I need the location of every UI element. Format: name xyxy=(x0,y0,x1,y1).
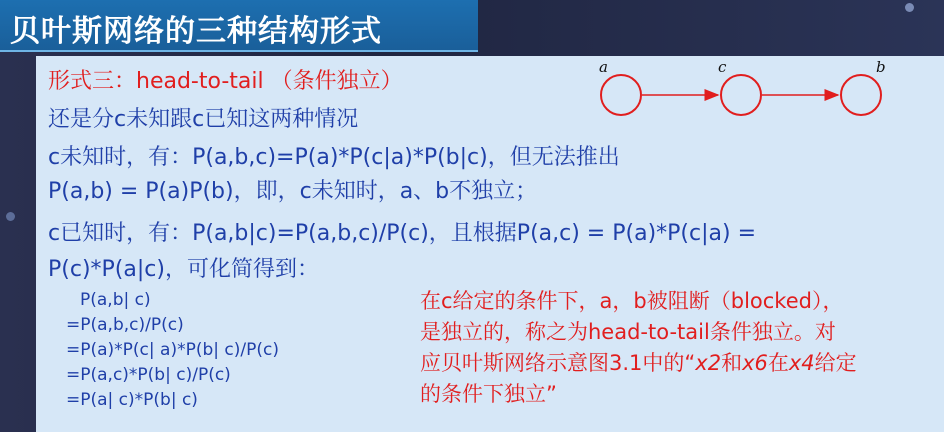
note-line-3: 应贝叶斯网络示意图3.1中的“x2和x6在x4给定 xyxy=(420,351,857,375)
slide-title: 贝叶斯网络的三种结构形式 xyxy=(10,14,382,49)
node-a xyxy=(601,75,641,115)
node-b xyxy=(841,75,881,115)
derivation-step-2: =P(a,b,c)/P(c) xyxy=(66,315,184,335)
label-c: c xyxy=(718,58,727,76)
head-to-tail-graph xyxy=(590,55,900,130)
note-line-1: 在c给定的条件下，a，b被阻断（blocked）， xyxy=(420,289,844,313)
node-c xyxy=(721,75,761,115)
note-line-4: 的条件下独立” xyxy=(420,382,557,406)
conclusion-note xyxy=(420,286,940,410)
intro-line: 还是分c未知跟c已知这两种情况 xyxy=(48,107,359,132)
derivation-step-1: P(a,b| c) xyxy=(80,290,151,310)
c-unknown-line-1: c未知时，有：P(a,b,c)=P(a)*P(c|a)*P(b|c)，但无法推出 xyxy=(48,145,620,170)
nav-dot-icon xyxy=(905,3,914,12)
c-unknown-line-2: P(a,b) = P(a)P(b)，即，c未知时，a、b不独立； xyxy=(48,179,538,204)
derivation-step-5: =P(a| c)*P(b| c) xyxy=(66,390,198,410)
side-dot-icon xyxy=(6,212,15,221)
derivation-step-4: =P(a,c)*P(b| c)/P(c) xyxy=(66,365,231,385)
c-known-line-1: c已知时，有：P(a,b|c)=P(a,b,c)/P(c)，且根据P(a,c) = P(a)*P(c|a) = xyxy=(48,221,756,246)
c-known-line-2: P(c)*P(a|c)，可化简得到： xyxy=(48,257,319,282)
form-heading: 形式三：head-to-tail （条件独立） xyxy=(48,69,403,94)
label-b: b xyxy=(876,58,886,76)
derivation-step-3: =P(a)*P(c| a)*P(b| c)/P(c) xyxy=(66,340,279,360)
title-bar xyxy=(0,0,478,52)
label-a: a xyxy=(599,58,608,76)
note-line-2: 是独立的，称之为head-to-tail条件独立。对 xyxy=(420,320,836,344)
